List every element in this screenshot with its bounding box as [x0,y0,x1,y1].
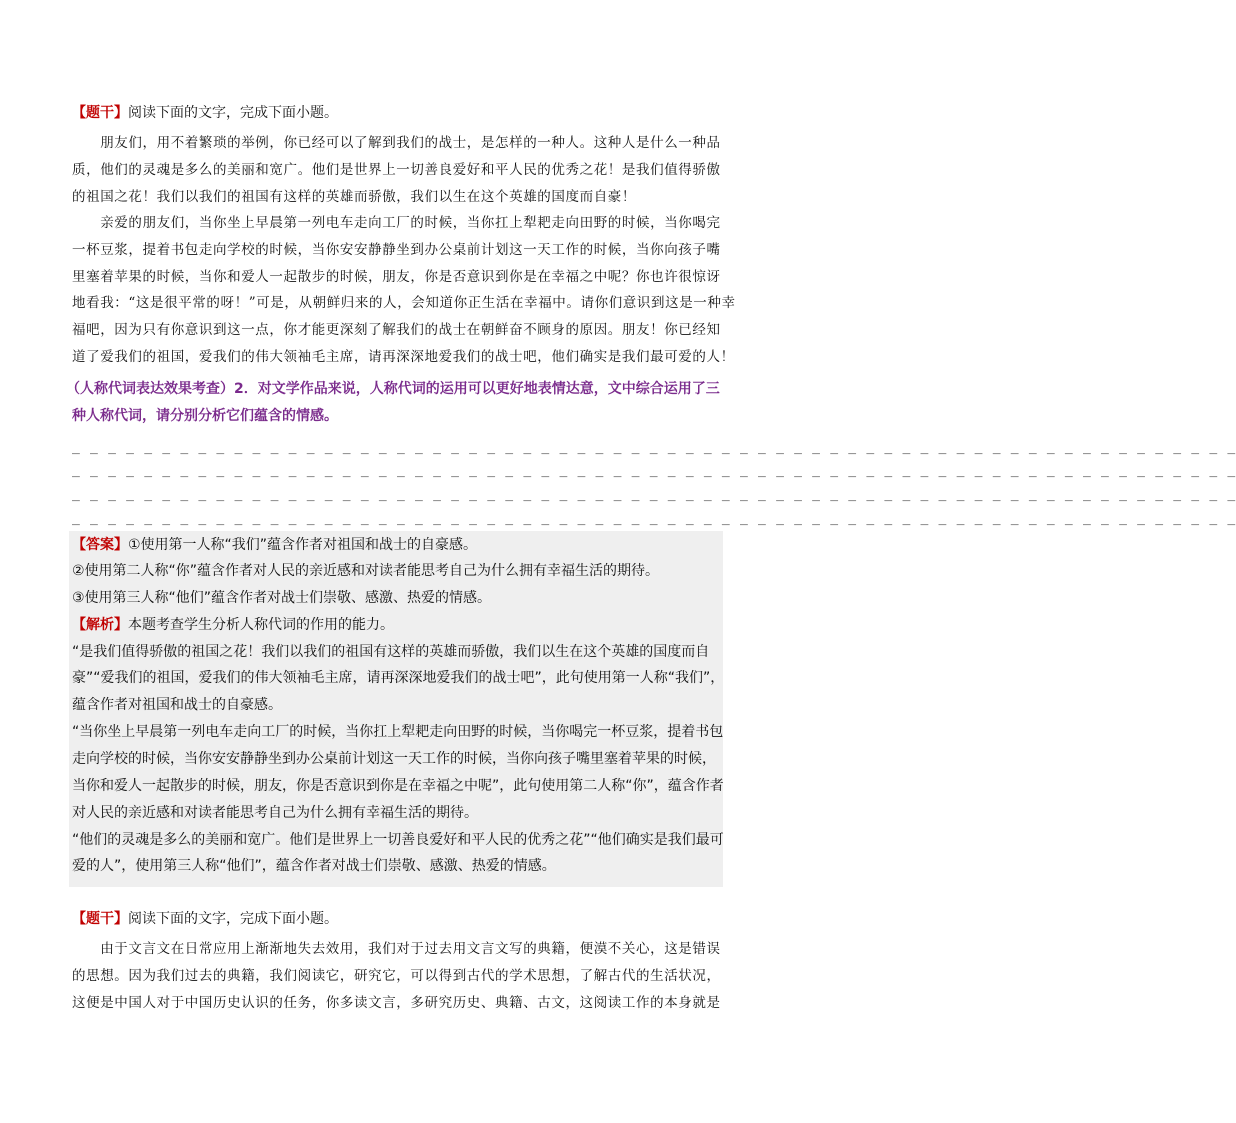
passage-line: 这便是中国人对于中国历史认识的任务，你多读文言，多研究历史、典籍、古文，这阅读工作的本身就是 [72,995,721,1011]
analysis-line: 蕴含作者对祖国和战士的自豪感。 [72,697,282,713]
analysis-line: 当你和爱人一起散步的时候，朋友，你是否意识到你是在幸福之中呢”，此句使用第二人称“你”，蕴含作者 [72,778,724,794]
answer-blank-line[interactable]: _ _ _ _ _ _ _ _ _ _ _ _ _ _ _ _ _ _ _ _ _ _ _ _ _ _ _ _ _ _ _ _ _ _ _ _ _ _ _ _ _ _ _ _ _ _ _ _ _ _ _ _ _ _ _ _ _ _ _ _ _ _ _ _ _ [72,487,1236,502]
passage-line: 亲爱的朋友们，当你坐上早晨第一列电车走向工厂的时候，当你扛上犁耙走向田野的时候，当你喝完 [72,215,721,231]
question-stem-header [72,103,338,123]
answer-text-2: ②使用第二人称“你”蕴含作者对人民的亲近感和对读者能思考自己为什么拥有幸福生活的期待。 [72,563,660,579]
passage-line: 道了爱我们的祖国，爱我们的伟大领袖毛主席，请再深深地爱我们的战士吧，他们确实是我们最可爱的人！ [72,349,735,365]
analysis-line: “当你坐上早晨第一列电车走向工厂的时候，当你扛上犁耙走向田野的时候，当你喝完一杯豆浆，提着书包 [72,724,724,740]
passage-line: 由于文言文在日常应用上渐渐地失去效用，我们对于过去用文言文写的典籍，便漠不关心，这是错误 [72,941,721,957]
answer-blank-line[interactable]: _ _ _ _ _ _ _ _ _ _ _ _ _ _ _ _ _ _ _ _ _ _ _ _ _ _ _ _ _ _ _ _ _ _ _ _ _ _ _ _ _ _ _ _ _ _ _ _ _ _ _ _ _ _ _ _ _ _ _ _ _ _ _ _ _ [72,463,1236,478]
passage-line: 质，他们的灵魂是多么的美丽和宽广。他们是世界上一切善良爱好和平人民的优秀之花！是我们值得骄傲 [72,162,721,178]
passage-line: 里塞着苹果的时候，当你和爱人一起散步的时候，朋友，你是否意识到你是在幸福之中呢？你也许很惊讶 [72,269,721,285]
passage-line: 福吧，因为只有你意识到这一点，你才能更深刻了解我们的战士在朝鲜奋不顾身的原因。朋友！你已经知 [72,322,721,338]
passage-line: 地看我：“这是很平常的呀！”可是，从朝鲜归来的人，会知道你正生活在幸福中。请你们意识到这是一种幸 [72,295,736,311]
analysis-header [72,615,394,635]
analysis-line: 走向学校的时候，当你安安静静坐到办公桌前计划这一天工作的时候，当你向孩子嘴里塞着苹果的时候， [72,751,716,767]
passage-line: 的思想。因为我们过去的典籍，我们阅读它，研究它，可以得到古代的学术思想，了解古代的生活状况， [72,968,721,984]
question-stem-header-2 [72,909,338,929]
answer-text-1: ①使用第一人称“我们”蕴含作者对祖国和战士的自豪感。 [128,537,478,553]
analysis-line: 对人民的亲近感和对读者能思考自己为什么拥有幸福生活的期待。 [72,805,478,821]
passage-line: 的祖国之花！我们以我们的祖国有这样的英雄而骄傲，我们以生在这个英雄的国度而自豪！ [72,189,636,205]
stem-instruction: 阅读下面的文字，完成下面小题。 [128,105,338,121]
passage-line: 一杯豆浆，提着书包走向学校的时候，当你安安静静坐到办公桌前计划这一天工作的时候，当你向孩子嘴 [72,242,721,258]
answer-blank-line[interactable]: _ _ _ _ _ _ _ _ _ _ _ _ _ _ _ _ _ _ _ _ _ _ _ _ _ _ _ _ _ _ _ _ _ _ _ _ _ _ _ _ _ _ _ _ _ _ _ _ _ _ _ _ _ _ _ _ _ _ _ _ _ _ _ _ _ [72,440,1236,455]
analysis-tag: 【解析】 [72,617,128,633]
answer-text-3: ③使用第三人称“他们”蕴含作者对战士们崇敬、感激、热爱的情感。 [72,590,492,606]
analysis-line: 豪”“爱我们的祖国，爱我们的伟大领袖毛主席，请再深深地爱我们的战士吧”，此句使用第一人称“我们”， [72,670,725,686]
stem-instruction: 阅读下面的文字，完成下面小题。 [128,911,338,927]
answer-line [72,535,477,555]
passage-line: 朋友们，用不着繁琐的举例，你已经可以了解到我们的战士，是怎样的一种人。这种人是什么一种品 [72,135,721,151]
analysis-line: 爱的人”，使用第三人称“他们”，蕴含作者对战士们崇敬、感激、热爱的情感。 [72,858,556,874]
answer-blank-line[interactable]: _ _ _ _ _ _ _ _ _ _ _ _ _ _ _ _ _ _ _ _ _ _ _ _ _ _ _ _ _ _ _ _ _ _ _ _ _ _ _ _ _ _ _ _ _ _ _ _ _ _ _ _ _ _ _ _ _ _ _ _ _ _ _ _ _ [72,511,1236,526]
question-prompt: （人称代词表达效果考查）2．对文学作品来说，人称代词的运用可以更好地表情达意，文中综合运用了三 [66,381,720,397]
question-prompt-cont: 种人称代词，请分别分析它们蕴含的情感。 [72,408,338,424]
stem-tag: 【题干】 [72,105,128,121]
analysis-line: “是我们值得骄傲的祖国之花！我们以我们的祖国有这样的英雄而骄傲，我们以生在这个英雄的国度而自 [72,644,710,660]
analysis-intro: 本题考查学生分析人称代词的作用的能力。 [128,617,394,633]
analysis-line: “他们的灵魂是多么的美丽和宽广。他们是世界上一切善良爱好和平人民的优秀之花”“他们确实是我们最可 [72,832,724,848]
answer-tag: 【答案】 [72,537,128,553]
stem-tag: 【题干】 [72,911,128,927]
